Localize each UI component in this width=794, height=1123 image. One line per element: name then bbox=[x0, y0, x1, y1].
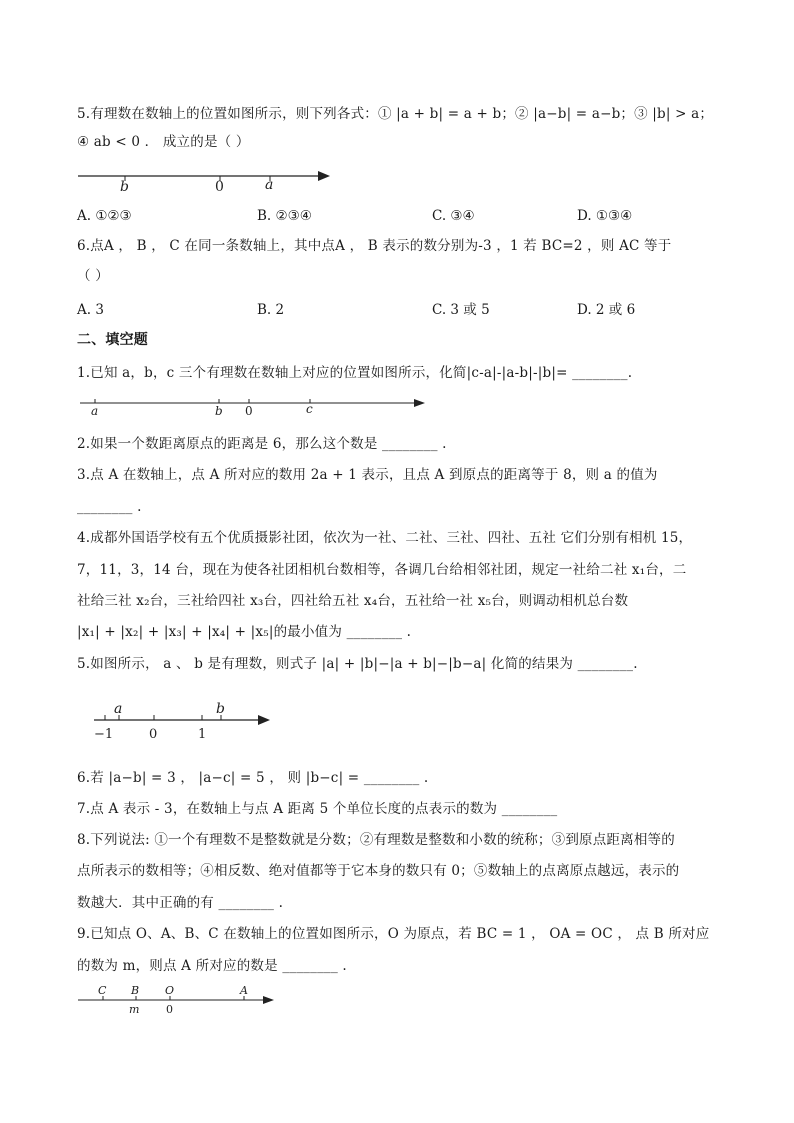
label-minus1: −1 bbox=[94, 727, 114, 742]
axis-arrow bbox=[414, 399, 425, 407]
fill-q1-text: 1.已知 a，b，c 三个有理数在数轴上对应的位置如图所示，化简|c-a|-|a-b|-|b|= ________. bbox=[77, 365, 633, 381]
mc-q5-number-line bbox=[74, 162, 336, 194]
mc-q5-option-b[interactable]: B. ②③④ bbox=[257, 208, 312, 224]
axis-arrow bbox=[263, 996, 274, 1004]
mc-q5-option-d[interactable]: D. ①③④ bbox=[577, 208, 633, 224]
label-b: b bbox=[215, 404, 223, 418]
label-zero: 0 bbox=[166, 1003, 173, 1016]
fill-q5-text: 5.如图所示， a 、 b 是有理数，则式子 |a| + |b|−|a + b|−|b−a| 化简的结果为 ________. bbox=[77, 656, 638, 672]
fill-q4-line2: 7，11，3，14 台，现在为使各社团相机台数相等，各调几台给相邻社团，规定一社给二社 x₁台，二 bbox=[77, 562, 687, 578]
label-c: C bbox=[98, 984, 107, 997]
fill-q4-line1: 4.成都外国语学校有五个优质摄影社团，依次为一社、二社、三社、四社、五社 它们分别有相机 15， bbox=[77, 530, 693, 546]
fill-q3-line2: ________ . bbox=[77, 499, 142, 515]
label-b: b bbox=[216, 701, 225, 717]
fill-q9-number-line bbox=[74, 983, 280, 1017]
label-1: 1 bbox=[198, 727, 207, 742]
fill-q6-text: 6.若 |a−b| = 3 ， |a−c| = 5 ， 则 |b−c| = ________ . bbox=[77, 770, 429, 786]
fill-q9-line1: 9.已知点 O、A、B、C 在数轴上的位置如图所示，O 为原点，若 BC = 1 ， OA = OC ， 点 B 所对应 bbox=[77, 926, 710, 942]
axis-arrow bbox=[258, 715, 270, 725]
mc-q6-option-d[interactable]: D. 2 或 6 bbox=[577, 302, 636, 318]
fill-q8-line2: 点所表示的数相等；④相反数、绝对值都等于它本身的数只有 0；⑤数轴上的点离原点越远，表示的 bbox=[77, 863, 680, 879]
label-a: a bbox=[265, 177, 274, 193]
fill-q1-number-line bbox=[77, 392, 429, 418]
mc-q5-option-c[interactable]: C. ③④ bbox=[432, 208, 475, 224]
label-a: A bbox=[240, 984, 248, 997]
label-o: O bbox=[165, 984, 175, 997]
label-0: 0 bbox=[245, 404, 253, 418]
section-title: 二、填空题 bbox=[77, 332, 148, 348]
fill-q3-line1: 3.点 A 在数轴上，点 A 所对应的数用 2a + 1 表示，且点 A 到原点的距离等于 8，则 a 的值为 bbox=[77, 467, 658, 483]
mc-q5-line2: ④ ab < 0 ． 成立的是（ ） bbox=[77, 134, 250, 150]
fill-q8-line1: 8.下列说法: ①一个有理数不是整数就是分数；②有理数是整数和小数的统称；③到原点距离相等的 bbox=[77, 832, 675, 848]
label-0: 0 bbox=[215, 179, 224, 194]
label-b: b bbox=[120, 179, 129, 194]
label-0: 0 bbox=[149, 727, 158, 742]
axis-arrow bbox=[318, 171, 330, 181]
mc-q6-option-c[interactable]: C. 3 或 5 bbox=[432, 302, 490, 318]
label-m: m bbox=[129, 1003, 140, 1016]
fill-q9-line2: 的数为 m，则点 A 所对应的数是 ________ . bbox=[77, 958, 347, 974]
fill-q2-text: 2.如果一个数距离原点的距离是 6，那么这个数是 ________ . bbox=[77, 436, 447, 452]
fill-q8-line3: 数越大．其中正确的有 ________ . bbox=[77, 895, 284, 911]
label-b: B bbox=[131, 984, 140, 997]
mc-q5-option-a[interactable]: A. ①②③ bbox=[77, 208, 132, 224]
fill-q7-text: 7.点 A 表示 - 3，在数轴上与点 A 距离 5 个单位长度的点表示的数为 ________ bbox=[77, 801, 558, 817]
fill-q4-line4: |x₁| + |x₂| + |x₃| + |x₄| + |x₅|的最小值为 ________ . bbox=[77, 624, 412, 640]
fill-q5-number-line bbox=[88, 698, 278, 744]
mc-q6-option-b[interactable]: B. 2 bbox=[257, 302, 285, 318]
fill-q4-line3: 社给三社 x₂台，三社给四社 x₃台，四社给五社 x₄台，五社给一社 x₅台，则调动相机总台数 bbox=[77, 593, 629, 609]
mc-q5-line1: 5.有理数在数轴上的位置如图所示，则下列各式：① |a + b| = a + b；② |a−b| = a−b；③ |b| > a； bbox=[77, 106, 714, 122]
label-a: a bbox=[91, 404, 99, 418]
mc-q6-line2: （ ） bbox=[77, 268, 109, 284]
label-c: c bbox=[306, 402, 313, 416]
mc-q6-option-a[interactable]: A. 3 bbox=[77, 302, 104, 318]
mc-q6-line1: 6.点A ， B ， C 在同一条数轴上，其中点A ， B 表示的数分别为-3 ，1 若 BC=2 ，则 AC 等于 bbox=[77, 238, 672, 254]
label-a: a bbox=[114, 701, 123, 717]
